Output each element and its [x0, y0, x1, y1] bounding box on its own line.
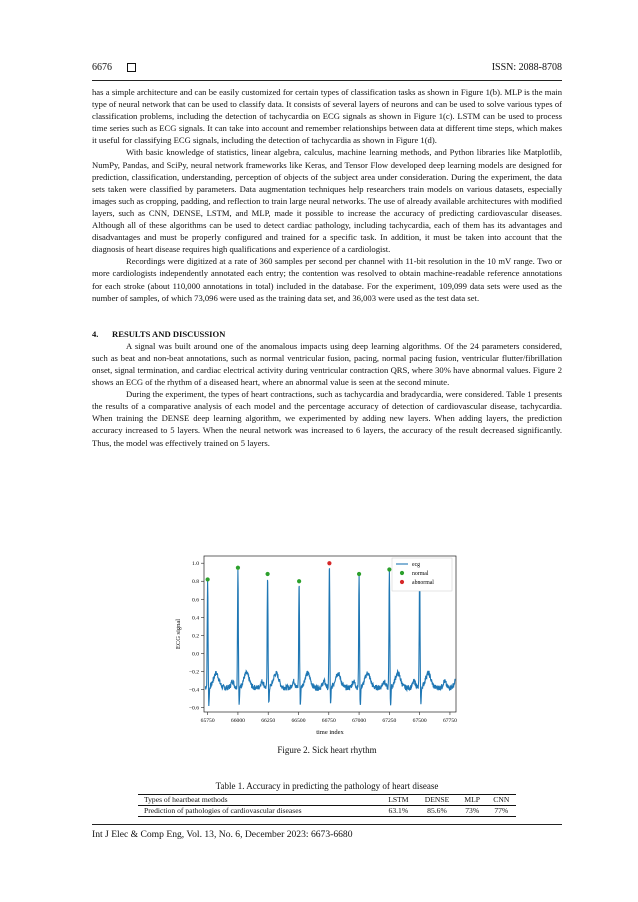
x-tick-label: 67000: [352, 718, 367, 724]
table-header-cell: LSTM: [388, 795, 409, 804]
legend-label: normal: [412, 571, 429, 577]
legend-swatch: [400, 580, 404, 584]
accuracy-table: [138, 794, 516, 817]
x-tick-label: 67750: [442, 718, 457, 724]
paragraph: With basic knowledge of statistics, linear algebra, calculus, machine learning methods, and Python libraries like Matplotlib, NumPy, Pandas, and SciPy, neural network frameworks like Keras, and Tensor Flow developed deep learning models are designed for prediction, classification, understanding, perception of objects of the subject area under consideration. During the experiment, the data sets taken were classified by parameters. Data augmentation techniques help researchers train models on various datasets, especially images such as cropping, padding, and reflection to train large neural networks. The use of already available architectures with modified layers, such as CNN, DENSE, LSTM, and MLP, made it possible to increase the accuracy of predicting cardiovascular diseases. Although all of these algorithms can be used to detect cardiac pathology, including tachycardia, each of them has its advantages and disadvantages and must be properly configured and trained for a specific task. In addition, it must be taken into account that the diagnosis of heart disease requires high qualifications and experience of a cardiologist.: [92, 147, 562, 255]
table-header-cell: CNN: [493, 795, 510, 804]
normal-marker: [266, 572, 270, 576]
section-heading: [92, 328, 562, 340]
table-cell: Prediction of pathologies of cardiovascular diseases: [144, 806, 302, 815]
y-tick-label: −0.4: [188, 687, 199, 694]
x-tick-label: 67250: [382, 718, 397, 724]
table-cell: 85.6%: [427, 806, 447, 815]
paragraph: During the experiment, the types of heart contractions, such as tachycardia and bradycardia, were considered. Table 1 presents the results of a comparative analysis of each model and the percentage accuracy of detection of cardiovascular disease, tachycardia. When training the DENSE deep learning algorithm, we experimented by adding new layers. When adding layers, the prediction accuracy increased to 5 layers. When the neural network was increased to 6 layers, the accuracy of the result decreased significantly. Thus, the model was effectively trained on 5 layers.: [92, 389, 562, 448]
y-tick-label: 1.0: [192, 561, 199, 568]
x-tick-label: 66500: [291, 718, 306, 724]
y-tick-label: 0.0: [192, 651, 199, 658]
normal-marker: [236, 566, 240, 570]
y-tick-label: 0.8: [192, 579, 199, 586]
section-number: 4.: [92, 328, 99, 339]
normal-marker: [387, 567, 391, 571]
table-header-row: [138, 795, 516, 806]
normal-marker: [206, 577, 210, 581]
legend-label: ecg: [412, 562, 421, 568]
x-tick-label: 66250: [261, 718, 276, 724]
normal-marker: [297, 579, 301, 583]
y-axis-label: ECG signal: [175, 618, 182, 650]
y-tick-label: 0.4: [192, 615, 199, 622]
table-header-cell: DENSE: [424, 795, 450, 804]
x-tick-label: 67500: [412, 718, 427, 724]
table-cell: 63.1%: [388, 806, 409, 815]
table-row: [138, 806, 516, 817]
paragraph: has a simple architecture and can be easily customized for certain types of classification tasks as shown in Figure 1(b). MLP is the main type of neural network that can be used to classify data. It consists of several layers of neurons and can be used to solve various types of classification problems, including the detection of tachycardia on ECG signals as shown in Figure 1(c). LSTM can be used to process time series such as ECG signals. It can take into account and remember relationships between data at different time steps, which makes it useful for classifying ECG signals, including the detection of tachycardia as shown in Figure 1(d).: [92, 87, 562, 146]
issn: ISSN: 2088-8708: [491, 62, 562, 73]
figure-caption: Figure 2. Sick heart rhythm: [277, 745, 377, 755]
paragraph: A signal was built around one of the anomalous impacts using deep learning algorithms. Of the 24 parameters considered, such as beat and non-beat annotations, such as normal ventricular fusion, pacing, normal pacing fusion, ventricular flutter/fibrillation onset, signal termination, and cardiac electrical activity during ventricular contraction QRS, where 30% have abnormal values. Figure 2 shows an ECG of the rhythm of a diseased heart, where an abnormal value is seen at the second minute.: [92, 340, 562, 388]
table-cell: 77%: [494, 806, 509, 815]
x-tick-label: 66000: [230, 718, 245, 724]
table-cell: 73%: [465, 806, 480, 815]
x-tick-label: 66750: [321, 718, 336, 724]
y-tick-label: −0.6: [188, 705, 199, 712]
table-title: Table 1. Accuracy in predicting the pathology of heart disease: [215, 781, 439, 791]
legend-label: abnormal: [412, 580, 434, 586]
ecg-chart: [170, 552, 470, 737]
x-tick-label: 65750: [200, 718, 215, 724]
x-axis-label: time index: [316, 729, 344, 736]
legend-swatch: [400, 571, 404, 575]
abnormal-marker: [327, 561, 331, 565]
y-tick-label: −0.2: [188, 669, 199, 676]
square-icon: [127, 63, 136, 72]
footer-rule: [92, 824, 562, 825]
y-tick-label: 0.2: [192, 633, 199, 640]
section-title: RESULTS AND DISCUSSION: [112, 328, 226, 339]
paragraph: Recordings were digitized at a rate of 360 samples per second per channel with 11-bit resolution in the 10 mV range. Two or more cardiologists independently annotated each entry; the contention was resolved to obtain machine-readable reference annotations for each stroke (about 110,000 annotations in total) included in the database. For the experiment, 109,099 data sets were used as the number of samples, of which 73,096 were used as the training data set, and 36,003 were used as the test data set.: [92, 256, 562, 303]
page-number: 6676: [92, 62, 112, 73]
page-header: [92, 62, 562, 74]
header-rule: [92, 80, 562, 81]
table-header-cell: MLP: [464, 795, 481, 804]
chart-legend: [392, 558, 452, 591]
body-text: [92, 86, 562, 449]
y-tick-label: 0.6: [192, 597, 199, 604]
footer-citation: Int J Elec & Comp Eng, Vol. 13, No. 6, December 2023: 6673-6680: [92, 829, 353, 840]
table-header-cell: Types of heartbeat methods: [144, 795, 228, 804]
normal-marker: [357, 572, 361, 576]
